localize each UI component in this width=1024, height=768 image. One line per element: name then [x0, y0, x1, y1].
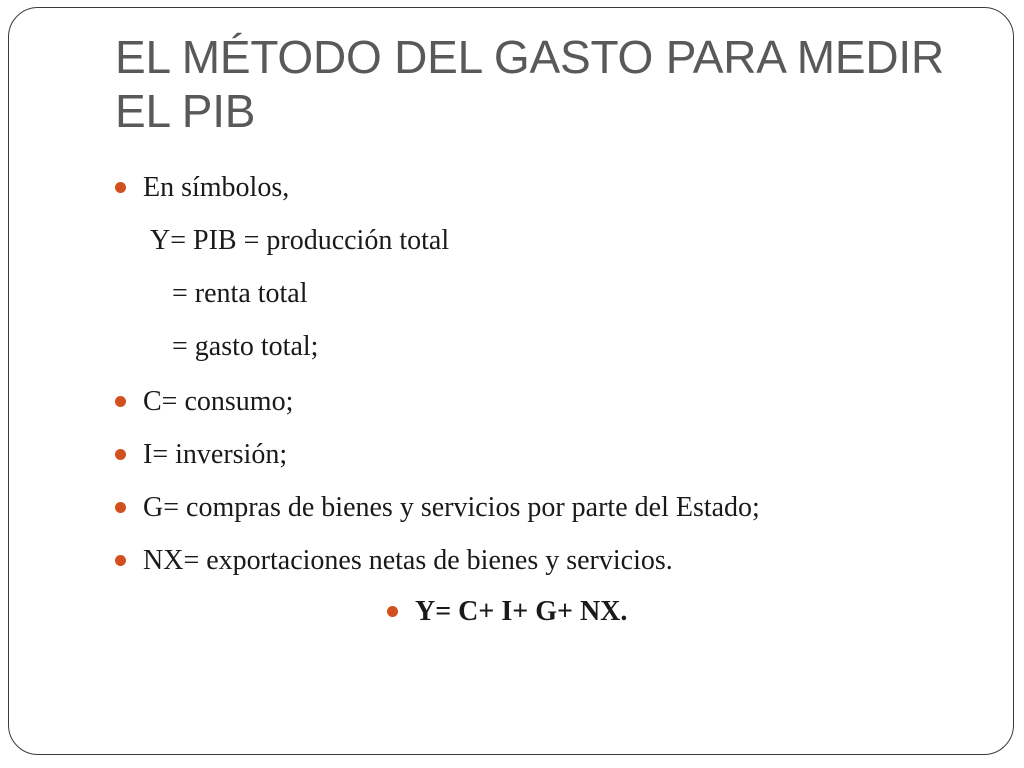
- bullet-item-consumo: C= consumo;: [143, 386, 294, 417]
- bullet-item-symbols: En símbolos,: [143, 172, 290, 203]
- bullet-item-exportaciones: NX= exportaciones netas de bienes y servicios.: [143, 545, 673, 576]
- bullet-dot-icon: [115, 182, 126, 193]
- bullet-dot-icon: [115, 396, 126, 407]
- bullet-item-gasto-estado: G= compras de bienes y servicios por parte del Estado;: [143, 492, 760, 523]
- bullet-dot-icon: [115, 502, 126, 513]
- bullet-dot-icon: [115, 555, 126, 566]
- slide-title: [115, 30, 975, 138]
- sub-line-gasto: = gasto total;: [172, 331, 319, 362]
- bullet-dot-icon: [115, 449, 126, 460]
- title-line-1: EL MÉTODO DEL GASTO PARA MEDIR: [115, 31, 945, 83]
- title-line-2: EL PIB: [115, 85, 256, 137]
- bullet-item-inversion: I= inversión;: [143, 439, 288, 470]
- formula-line: Y= C+ I+ G+ NX.: [415, 596, 628, 627]
- bullet-dot-icon: [387, 606, 398, 617]
- sub-line-renta: = renta total: [172, 278, 308, 309]
- sub-line-pib: Y= PIB = producción total: [150, 225, 450, 256]
